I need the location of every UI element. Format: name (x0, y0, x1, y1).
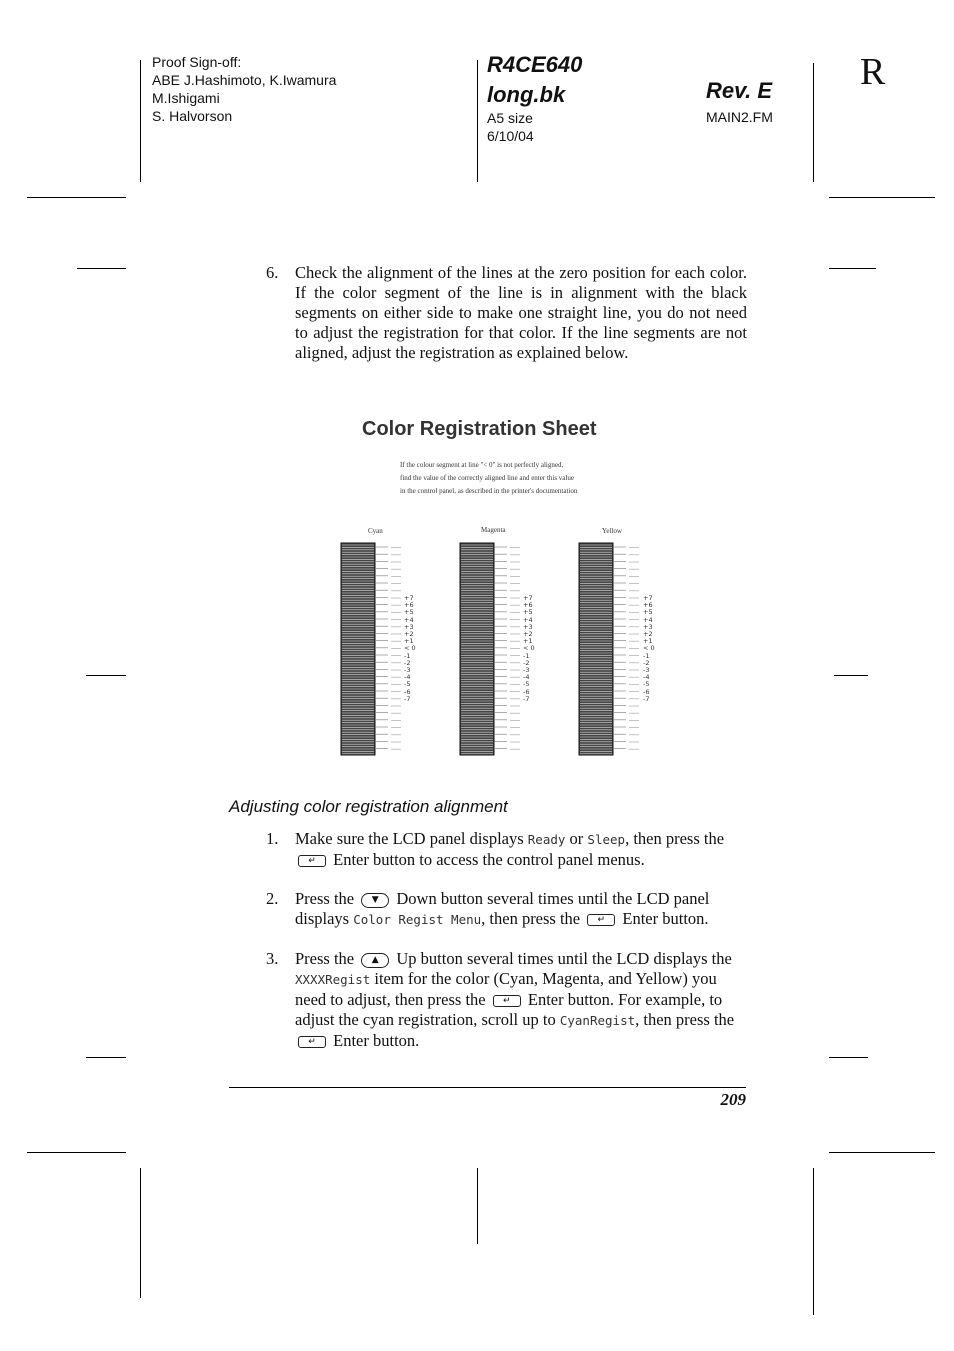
crop-mark (829, 268, 876, 269)
tick-label: +7 (404, 594, 414, 602)
crop-mark (829, 1057, 868, 1058)
tick-label: -1 (643, 651, 650, 660)
tick-label: +6 (643, 601, 653, 610)
tick-label: -6 (404, 687, 411, 696)
hatch-block (579, 543, 613, 755)
crop-mark (86, 1057, 126, 1058)
tick-label: +1 (523, 637, 533, 646)
chapter-letter: R (860, 51, 886, 93)
tick-label: +3 (404, 622, 414, 631)
lcd-text: XXXXRegist (295, 972, 371, 987)
tick-label: -4 (523, 673, 530, 682)
tick-label: +3 (523, 622, 533, 631)
step-text: Make sure the LCD panel displays Ready or Sleep, then press the ↵ Enter button to access the control panel menus. (295, 829, 725, 869)
column-label-yellow: Yellow (602, 527, 622, 535)
tick-label: +4 (643, 615, 653, 624)
tick-label: -3 (404, 666, 411, 675)
enter-icon: ↵ (298, 855, 326, 867)
lcd-text: Sleep (587, 832, 626, 847)
size-date (487, 109, 534, 145)
proof-signoff (152, 53, 336, 125)
crop-mark (813, 63, 814, 182)
sheet-note (400, 459, 577, 498)
tick-label: < 0 (523, 644, 535, 653)
tick-label: +5 (404, 608, 414, 617)
proof-line: Proof Sign-off: (152, 54, 242, 70)
step-number: 3. (266, 949, 279, 968)
section-heading: Adjusting color registration alignment (229, 797, 508, 816)
tick-label: < 0 (643, 644, 655, 653)
pattern-column-cyan (341, 543, 401, 755)
tick-label: -5 (523, 680, 530, 689)
tick-label: -6 (523, 687, 530, 696)
tick-label: -7 (523, 694, 530, 703)
crop-mark (829, 1152, 935, 1153)
tick-label: +2 (523, 630, 533, 639)
step-text: Check the alignment of the lines at the zero position for each color. If the color segment of the line is in alignment with the black segments on either side to make one straight line, you do not need to adjust the registration for that color. If the line segments are not aligned, adjust the registration as explained below. (295, 263, 747, 362)
date: 6/10/04 (487, 128, 534, 144)
lcd-text: Color Regist Menu (353, 912, 482, 927)
crop-mark (27, 197, 126, 198)
hatch-block (341, 543, 375, 755)
tick-label: -2 (643, 658, 650, 667)
book-code (487, 50, 582, 110)
down-arrow-icon: ▼ (361, 893, 389, 908)
sheet-title: Color Registration Sheet (362, 418, 597, 440)
tick-label: -3 (523, 666, 530, 675)
tick-labels-yellow (643, 595, 655, 703)
tick-label: -7 (404, 694, 411, 703)
tick-labels-magenta (523, 595, 535, 703)
file-name: MAIN2.FM (706, 109, 773, 125)
pattern-column-yellow (579, 543, 639, 755)
step-text: Press the ▲ Up button several times until the LCD displays the XXXXRegist item for the color (Cyan, Magenta, and Yellow) you need to adjust, then press the ↵ Enter button. For example, to adjust the cyan registration, scroll up to CyanRegist, then press the ↵ Enter button. (295, 949, 735, 1050)
note-line: find the value of the correctly aligned line and enter this value (400, 474, 574, 482)
crop-mark (140, 60, 141, 182)
page-size: A5 size (487, 110, 533, 126)
enter-icon: ↵ (493, 995, 521, 1007)
tick-label: +7 (643, 594, 653, 602)
footer-rule (229, 1087, 746, 1088)
tick-label: -1 (404, 651, 411, 660)
code-line: long.bk (487, 82, 566, 107)
page-number: 209 (720, 1090, 746, 1109)
registration-pattern (330, 535, 660, 765)
proof-line: S. Halvorson (152, 108, 233, 124)
tick-label: -4 (404, 673, 411, 682)
tick-label: -7 (643, 694, 650, 703)
tick-labels-cyan (404, 595, 416, 703)
proof-line: ABE J.Hashimoto, K.Iwamura (152, 72, 337, 88)
tick-label: -2 (404, 658, 411, 667)
tick-label: -3 (643, 666, 650, 675)
tick-label: +6 (523, 601, 533, 610)
tick-label: +3 (643, 622, 653, 631)
tick-label: -5 (643, 680, 650, 689)
tick-label: +2 (643, 630, 653, 639)
crop-mark (477, 1168, 478, 1244)
tick-label: +4 (523, 615, 533, 624)
revision: Rev. E (706, 78, 773, 103)
crop-mark (27, 1152, 126, 1153)
crop-mark (477, 60, 478, 182)
lcd-text: Ready (527, 832, 566, 847)
tick-label: -6 (643, 687, 650, 696)
step-number: 6. (266, 263, 279, 282)
tick-label: +5 (523, 608, 533, 617)
tick-label: +4 (404, 615, 414, 624)
crop-mark (829, 197, 935, 198)
hatch-block (460, 543, 494, 755)
crop-mark (813, 1168, 814, 1315)
crop-mark (86, 675, 126, 676)
enter-icon: ↵ (587, 914, 615, 926)
step-number: 2. (266, 889, 279, 908)
pattern-column-magenta (460, 543, 520, 755)
crop-mark (140, 1168, 141, 1298)
tick-label: -5 (404, 680, 411, 689)
tick-label: +6 (404, 601, 414, 610)
enter-icon: ↵ (298, 1036, 326, 1048)
tick-label: -4 (643, 673, 650, 682)
column-label-cyan: Cyan (368, 527, 383, 535)
tick-label: +5 (643, 608, 653, 617)
crop-mark (834, 675, 868, 676)
tick-label: +7 (523, 594, 533, 602)
tick-label: +1 (404, 637, 414, 646)
step-text: Press the ▼ Down button several times until the LCD panel displays Color Regist Menu, then press the ↵ Enter button. (295, 889, 710, 928)
tick-label: -2 (523, 658, 530, 667)
crop-mark (77, 268, 126, 269)
column-label-magenta: Magenta (481, 526, 506, 534)
proof-line: M.Ishigami (152, 90, 220, 106)
tick-label: -1 (523, 651, 530, 660)
tick-label: +1 (643, 637, 653, 646)
up-arrow-icon: ▲ (361, 953, 389, 968)
note-line: If the colour segment at line "< 0" is not perfectly aligned, (400, 461, 564, 469)
code-line: R4CE640 (487, 52, 583, 77)
step-number: 1. (266, 829, 279, 848)
tick-label: < 0 (404, 644, 416, 653)
note-line: in the control panel, as described in the printer's documentation (400, 487, 578, 495)
tick-label: +2 (404, 630, 414, 639)
lcd-text: CyanRegist (559, 1013, 636, 1028)
